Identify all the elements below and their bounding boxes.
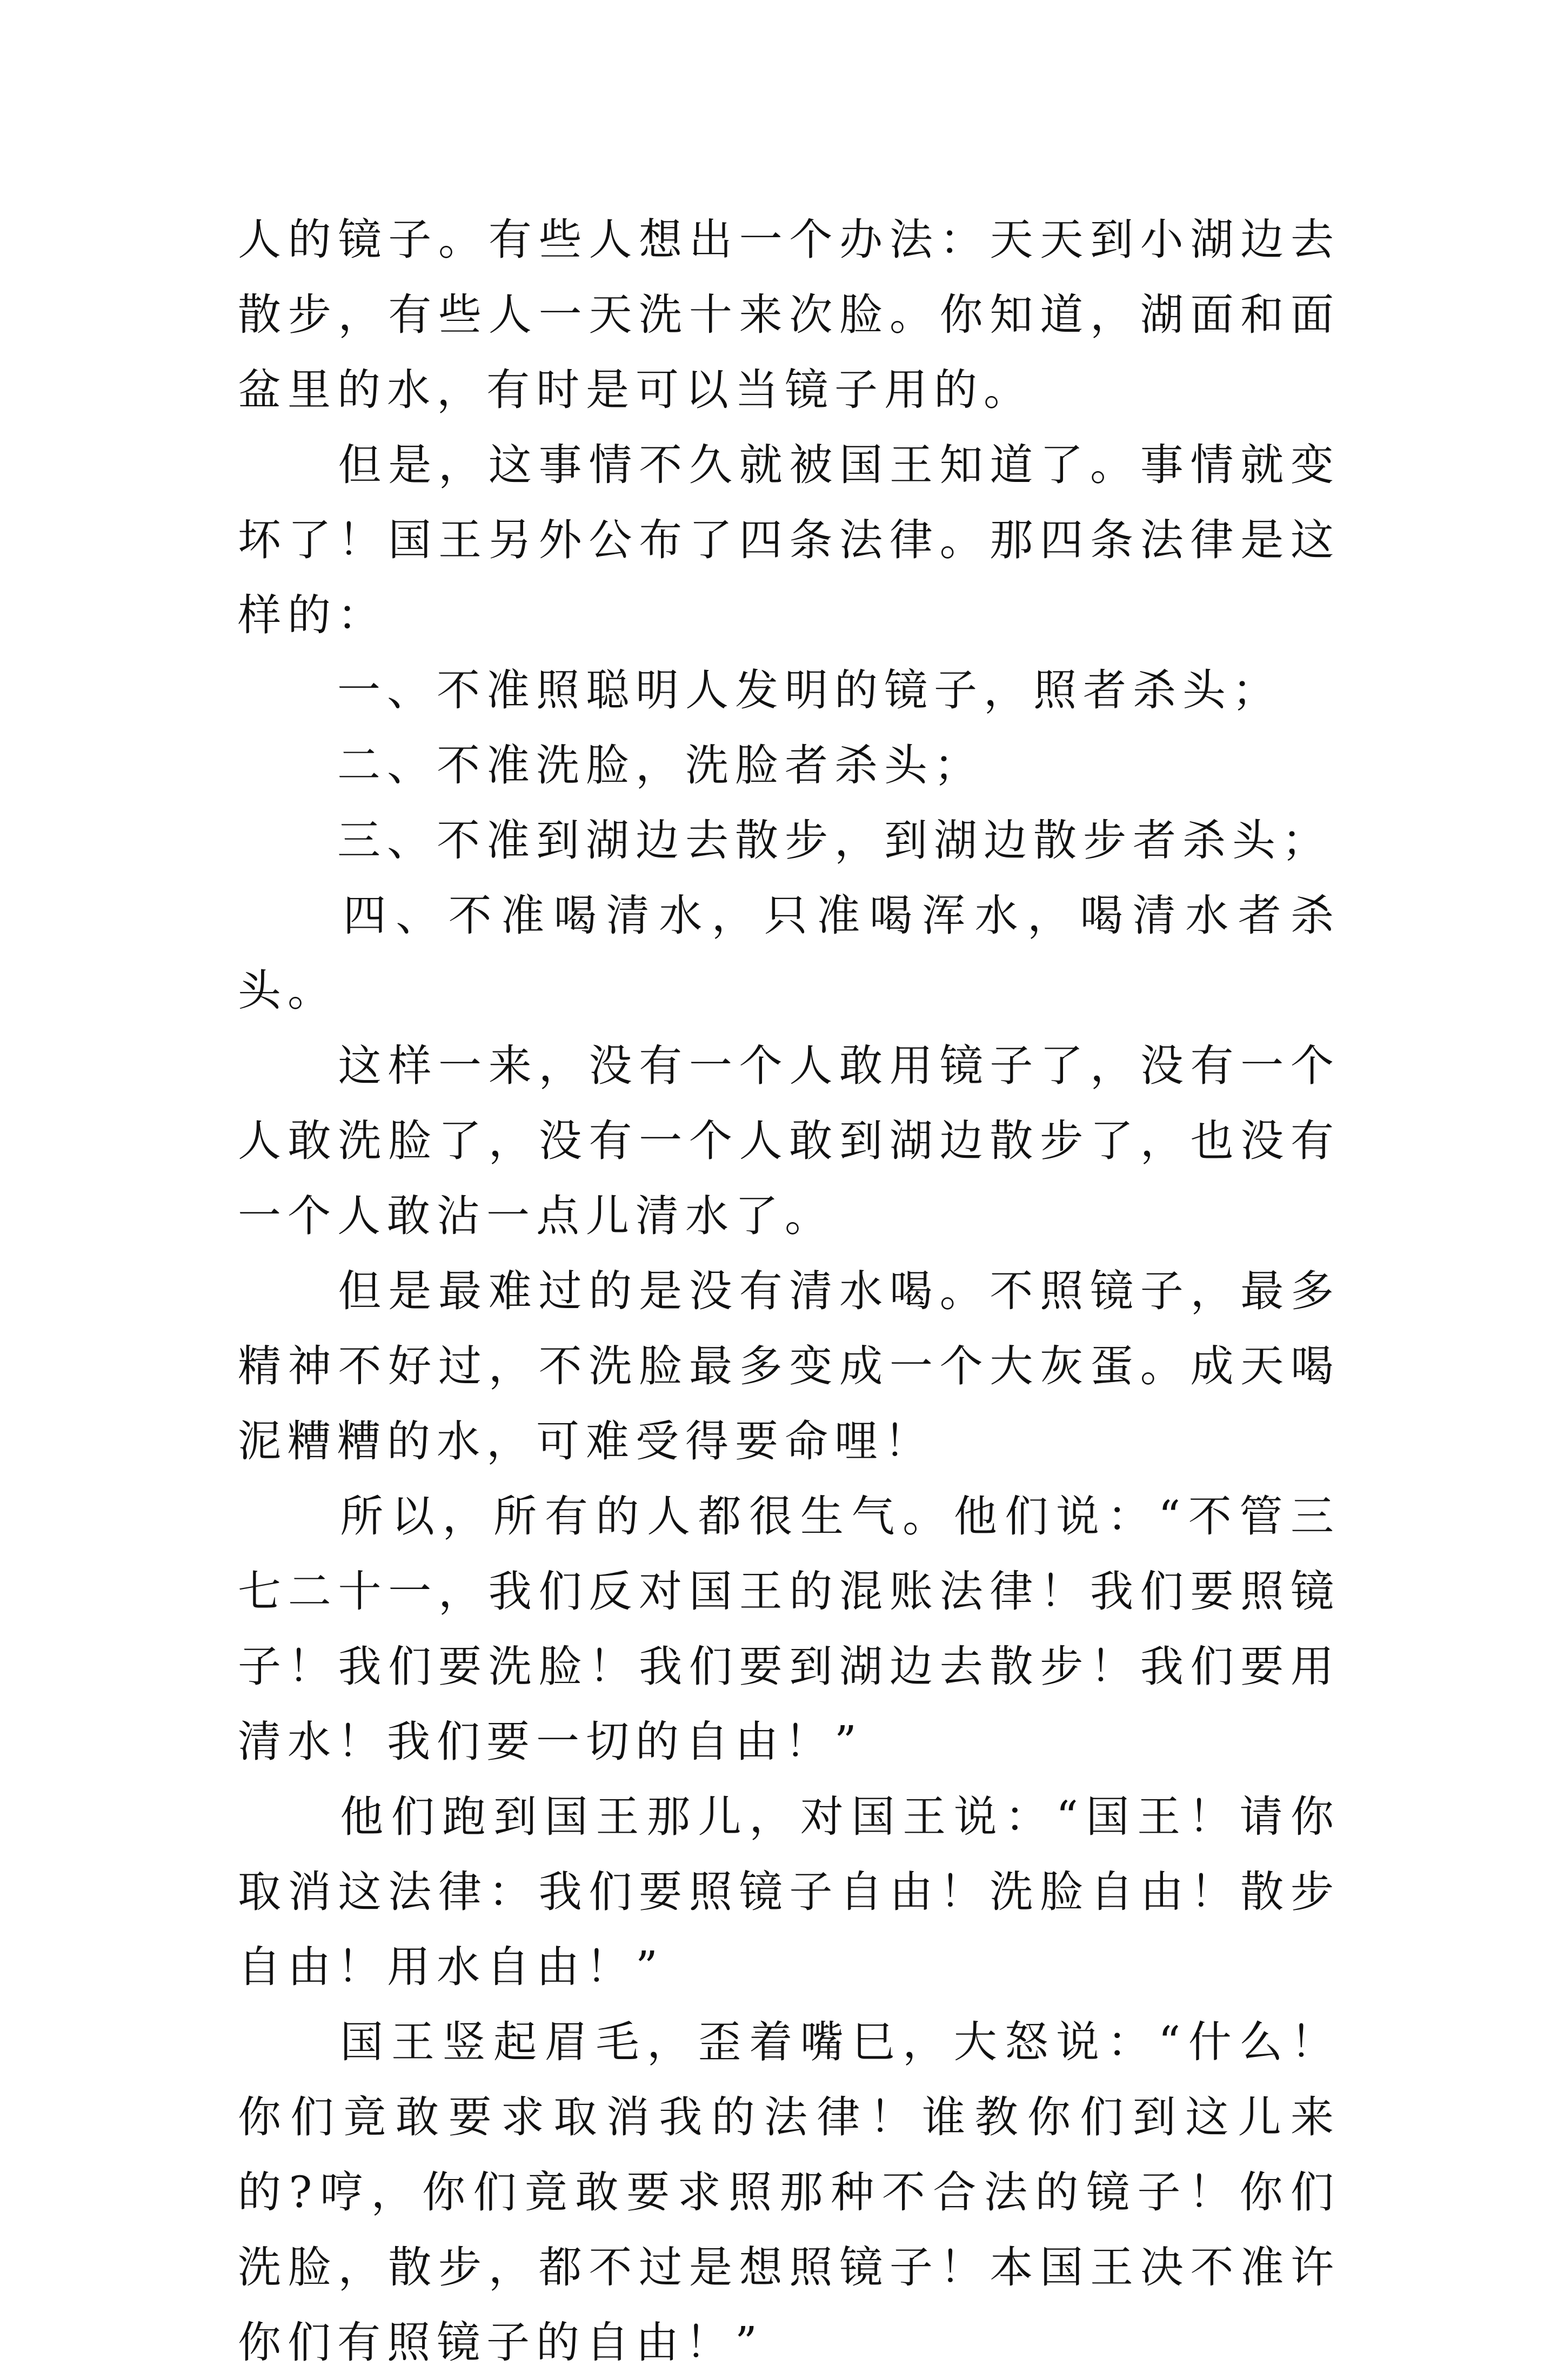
law-item-3: 三、不准到湖边去散步，到湖边散步者杀头； — [238, 815, 1332, 866]
paragraph-no-clean-water: 但是最难过的是没有清水喝。不照镜子，最多精神不好过，不洗脸最多变成一个大灰蛋。成天喝泥糟糟的水，可难受得要命哩！ — [238, 1266, 1340, 1466]
paragraph-mirror-ideas: 人的镜子。有些人想出一个办法：天天到小湖边去散步，有些人一天洗十来次脸。你知道，湖面和面盆里的水，有时是可以当镜子用的。 — [238, 214, 1340, 415]
law-item-1: 一、不准照聪明人发明的镜子，照者杀头； — [238, 665, 1282, 715]
paragraph-people-angry: 所以，所有的人都很生气。他们说：“不管三七二十一，我们反对国王的混账法律！我们要照镜子！我们要洗脸！我们要到湖边去散步！我们要用清水！我们要一切的自由！” — [238, 1491, 1340, 1767]
law-item-4: 四、不准喝清水，只准喝浑水，喝清水者杀头。 — [238, 890, 1340, 1016]
paragraph-petition-king: 他们跑到国王那儿，对国王说：“国王！请你取消这法律：我们要照镜子自由！洗脸自由！散步自由！用水自由！” — [238, 1792, 1340, 1992]
law-item-2: 二、不准洗脸，洗脸者杀头； — [238, 740, 984, 790]
paragraph-king-knows: 但是，这事情不久就被国王知道了。事情就变坏了！国王另外公布了四条法律。那四条法律是这样的： — [238, 440, 1340, 640]
paragraph-king-angry: 国王竖起眉毛，歪着嘴巳，大怒说：“什么！你们竟敢要求取消我的法律！谁教你们到这儿来的?哼，你们竟敢要求照那种不合法的镜子！你们洗脸，散步，都不过是想照镜子！本国王决不准许你们有照镜子的自由！” — [238, 2017, 1340, 2368]
story-text — [238, 202, 1340, 2380]
paragraph-nobody-dares: 这样一来，没有一个人敢用镜子了，没有一个人敢洗脸了，没有一个人敢到湖边散步了，也没有一个人敢沾一点儿清水了。 — [238, 1041, 1340, 1241]
